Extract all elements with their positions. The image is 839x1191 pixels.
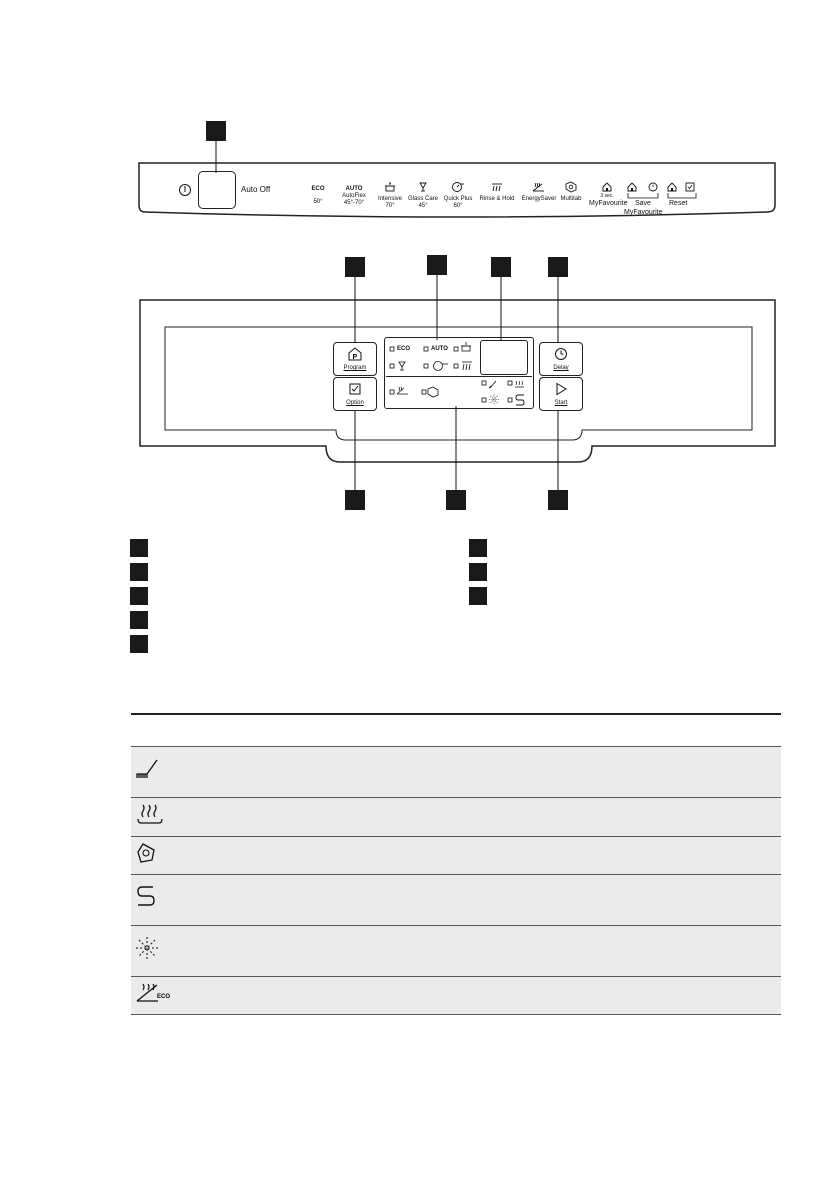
svg-text:ECO: ECO — [157, 993, 171, 1000]
table-cell — [131, 836, 185, 874]
programme-eco-temp: 50° — [313, 199, 323, 205]
start-button[interactable] — [539, 377, 583, 411]
multitab-icon — [135, 842, 157, 864]
programme-quick-plus-name: Quick Plus — [443, 196, 473, 202]
programme-glass-care-name: Glass Care — [407, 196, 438, 202]
table-row — [131, 797, 781, 836]
legend-marker-8 — [469, 587, 487, 605]
program-button[interactable] — [333, 342, 377, 376]
indicator-eco-label: ECO — [397, 346, 411, 352]
table-cell — [185, 797, 781, 836]
programme-energy-saver-name: EnergySaver — [521, 196, 557, 202]
table-row — [131, 925, 781, 976]
table-cell — [131, 976, 185, 1014]
table-cell — [185, 836, 781, 874]
heat-waves-icon — [135, 803, 165, 825]
legend-marker-1 — [130, 539, 148, 557]
option-button-label: Option — [346, 400, 364, 406]
table-cell — [185, 874, 781, 925]
table-row — [131, 976, 781, 1014]
programme-glass-care-temp: 45° — [418, 203, 428, 209]
table-cell — [131, 746, 185, 797]
option-button[interactable] — [333, 377, 377, 411]
programme-auto-temp: 45°-70° — [343, 200, 365, 206]
programme-auto-name: AUTO — [345, 186, 363, 192]
legend-marker-4 — [130, 611, 148, 629]
programme-intensive-name: Intensive — [377, 196, 402, 202]
legend-marker-6 — [469, 539, 487, 557]
table-cell — [185, 976, 781, 1014]
legend-marker-5 — [130, 635, 148, 653]
brush-icon — [135, 756, 163, 782]
table-row — [131, 836, 781, 874]
table-cell — [131, 797, 185, 836]
start-button-label: Start — [554, 400, 568, 406]
delay-button[interactable] — [539, 342, 583, 376]
table-cell — [131, 874, 185, 925]
indicator-divider — [386, 376, 532, 377]
program-button-label: Program — [343, 365, 367, 371]
rinse-aid-icon — [135, 935, 159, 961]
program-icon — [348, 347, 362, 361]
auto-off-label: Auto Off — [241, 185, 271, 194]
regeneration-icon — [135, 884, 157, 910]
no-drying-eco-icon — [135, 981, 171, 1005]
table-row — [131, 746, 781, 797]
programme-eco-name: ECO — [311, 186, 325, 192]
option-indicators — [386, 378, 532, 406]
option-check-icon — [348, 382, 362, 396]
lower-panel-outline — [0, 0, 839, 520]
myfavourite-hint: 3 sec. — [600, 193, 614, 199]
delay-button-label: Delay — [553, 365, 569, 371]
legend-marker-2 — [130, 563, 148, 581]
table-cell — [185, 925, 781, 976]
legend-marker-3 — [130, 587, 148, 605]
time-display — [480, 340, 528, 375]
programme-rinse-hold-name: Rinse & Hold — [479, 196, 515, 202]
programme-auto-sub: AutoFlex — [342, 193, 366, 199]
svg-text:P: P — [352, 354, 358, 361]
programme-quick-plus-temp: 60° — [453, 203, 463, 209]
table-cell — [185, 746, 781, 797]
save-label: Save — [635, 200, 651, 207]
legend-marker-7 — [469, 563, 487, 581]
programme-intensive-temp: 70° — [385, 203, 395, 209]
table-cell — [131, 925, 185, 976]
programme-multitab-name: Multitab — [560, 196, 582, 202]
play-icon — [554, 382, 568, 396]
save-sub-label: MyFavourite — [624, 209, 663, 216]
myfavourite-label: MyFavourite — [589, 200, 628, 207]
indicator-table — [131, 713, 781, 1015]
table-row — [131, 874, 781, 925]
delay-clock-icon — [554, 347, 568, 361]
indicator-auto-label: AUTO — [431, 346, 448, 352]
reset-label: Reset — [669, 200, 688, 207]
table-header-row — [131, 714, 781, 746]
